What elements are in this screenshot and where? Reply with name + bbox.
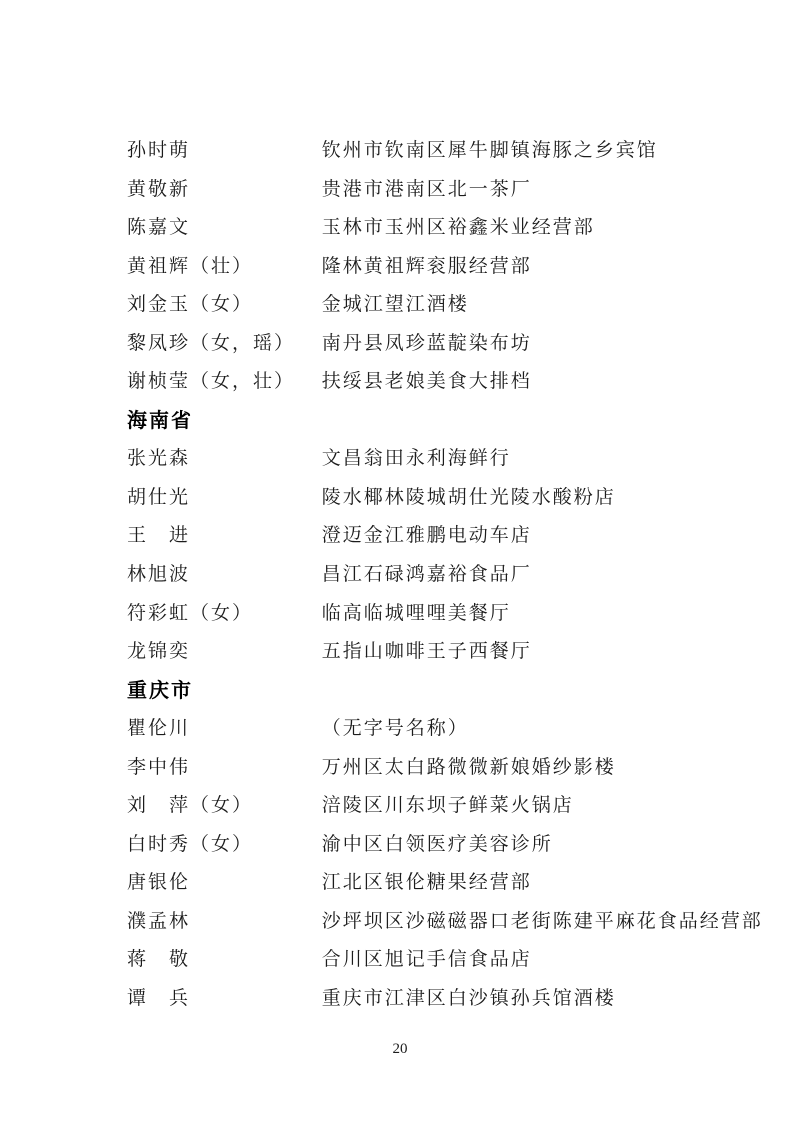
person-name: 黄祖辉（壮） xyxy=(127,255,254,277)
entry-row xyxy=(127,248,767,287)
business-name: 涪陵区川东坝子鲜菜火锅店 xyxy=(321,795,574,817)
business-name: 临高临城哩哩美餐厅 xyxy=(321,602,511,624)
business-name: 玉林市玉州区裕鑫米业经营部 xyxy=(321,217,595,239)
section-header-chongqing xyxy=(127,672,767,711)
business-name: 南丹县凤珍蓝靛染布坊 xyxy=(321,332,532,354)
business-name: 五指山咖啡王子西餐厅 xyxy=(321,641,532,663)
entry-row xyxy=(127,171,767,210)
entry-row xyxy=(127,363,767,402)
business-name: 江北区银伦糖果经营部 xyxy=(321,872,532,894)
business-name: 贵港市港南区北一茶厂 xyxy=(321,178,532,200)
person-name: 李中伟 xyxy=(127,756,191,778)
entry-row xyxy=(127,517,767,556)
entry-row xyxy=(127,209,767,248)
person-name: 孙时萌 xyxy=(127,140,191,161)
person-name: 唐银伦 xyxy=(127,872,191,894)
business-name: 陵水椰林陵城胡仕光陵水酸粉店 xyxy=(321,486,616,508)
person-name: 龙锦奕 xyxy=(127,641,191,663)
person-name: 胡仕光 xyxy=(127,486,191,508)
business-name: 沙坪坝区沙磁磁器口老街陈建平麻花食品经营部 xyxy=(321,910,763,932)
entry-row xyxy=(127,595,767,634)
entry-row xyxy=(127,826,767,865)
business-name: 扶绥县老娘美食大排档 xyxy=(321,371,532,393)
entry-row xyxy=(127,749,767,788)
entry-row xyxy=(127,479,767,518)
person-name: 白时秀（女） xyxy=(127,833,254,855)
person-name: 符彩虹（女） xyxy=(127,602,254,624)
entry-row xyxy=(127,286,767,325)
entry-row xyxy=(127,710,767,749)
person-name: 林旭波 xyxy=(127,564,191,586)
business-name: （无字号名称） xyxy=(321,718,469,740)
person-name: 濮孟林 xyxy=(127,910,191,932)
section-header-hainan xyxy=(127,402,767,441)
person-name: 谭 兵 xyxy=(127,988,191,1010)
person-name: 陈嘉文 xyxy=(127,217,191,239)
person-name: 谢桢莹（女，壮） xyxy=(127,371,296,393)
entry-row xyxy=(127,787,767,826)
business-name: 昌江石碌鸿嘉裕食品厂 xyxy=(321,564,532,586)
entry-row xyxy=(127,556,767,595)
entry-row xyxy=(127,864,767,903)
name-business-list xyxy=(127,132,767,1019)
page-number: 20 xyxy=(392,1041,408,1057)
entry-row xyxy=(127,633,767,672)
section-title: 海南省 xyxy=(127,409,193,432)
entry-row xyxy=(127,440,767,479)
person-name: 张光森 xyxy=(127,448,191,470)
business-name: 金城江望江酒楼 xyxy=(321,294,469,316)
person-name: 刘金玉（女） xyxy=(127,294,254,316)
section-title: 重庆市 xyxy=(127,679,193,702)
business-name: 钦州市钦南区犀牛脚镇海豚之乡宾馆 xyxy=(321,140,658,161)
business-name: 合川区旭记手信食品店 xyxy=(321,949,532,971)
business-name: 隆林黄祖辉衮服经营部 xyxy=(321,255,532,277)
business-name: 渝中区白领医疗美容诊所 xyxy=(321,833,553,855)
entry-row xyxy=(127,325,767,364)
business-name: 万州区太白路微微新娘婚纱影楼 xyxy=(321,756,616,778)
business-name: 澄迈金江雅鹏电动车店 xyxy=(321,525,532,547)
business-name: 重庆市江津区白沙镇孙兵馆酒楼 xyxy=(321,988,616,1010)
entry-row xyxy=(127,132,767,171)
person-name: 黄敬新 xyxy=(127,178,191,200)
person-name: 王 进 xyxy=(127,525,191,547)
person-name: 蒋 敬 xyxy=(127,949,191,971)
entry-row xyxy=(127,980,767,1019)
entry-row xyxy=(127,941,767,980)
person-name: 刘 萍（女） xyxy=(127,795,254,817)
person-name: 瞿伦川 xyxy=(127,718,191,740)
entry-row xyxy=(127,903,767,942)
business-name: 文昌翁田永利海鲜行 xyxy=(321,448,511,470)
person-name: 黎凤珍（女，瑶） xyxy=(127,332,296,354)
